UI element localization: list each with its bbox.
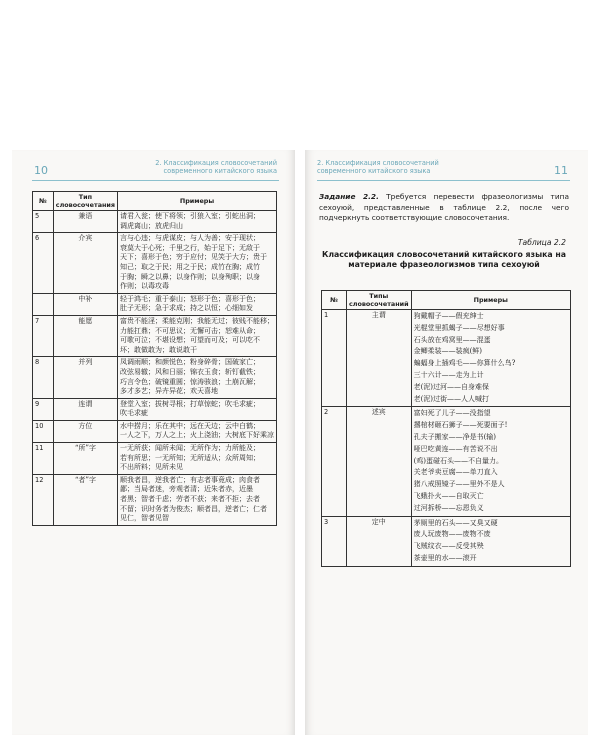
- example-line: 富贵不能淫；柔能克刚；我能无过；彼贱不能移；: [120, 316, 274, 325]
- row-type: 述宾: [347, 407, 412, 516]
- table-row: [33, 443, 277, 475]
- example-line: 轻于鸿毛；重于泰山；怒形于色；喜形于色；: [120, 294, 260, 303]
- row-number: 9: [33, 398, 54, 420]
- example-line: 可歌可泣；不堪设想；可望而可及；可以吃不: [120, 336, 260, 345]
- table-row: [33, 357, 277, 398]
- table-row: [322, 310, 571, 407]
- row-examples: [118, 357, 277, 398]
- row-type: 主谓: [347, 310, 412, 407]
- row-examples: [118, 398, 277, 420]
- table-row: [33, 474, 277, 525]
- example-line: 力能扛鼎；不可思议；无懈可击；恕难从命；: [120, 326, 260, 335]
- header-type: Типы словосочетаний: [347, 291, 412, 310]
- example-line: 水中捞月；乐在其中；远在天边；云中白鹤；: [120, 421, 260, 430]
- example-line: 一无所获；闻所未闻；无所作为；力所能及；: [120, 444, 260, 453]
- row-examples: [411, 310, 570, 407]
- row-examples: [118, 233, 277, 294]
- example-line: 老(泥)过街——人人喊打: [413, 394, 490, 403]
- example-line: 金鲫柔装——装疯(鲜): [413, 347, 483, 356]
- example-line: 石头放在鸡窝里——混蛋: [413, 335, 491, 344]
- example-line: 废人玩废物——废物不废: [413, 530, 491, 539]
- example-line: 巧言令色；破镜重圆；惊涛骇浪；土崩瓦解；: [120, 377, 260, 386]
- example-line: 知己；取之于民；用之于民；成竹在胸；成竹: [120, 262, 260, 271]
- table-row: [33, 233, 277, 294]
- task-label: Задание 2.2.: [319, 192, 379, 201]
- row-type: 连谓: [53, 398, 117, 420]
- page-number: 11: [554, 164, 568, 177]
- row-number: 3: [322, 516, 347, 566]
- task-text: Требуется перевести фразеологизмы типа сехоуюй, представленные в таблице 2.2, после чего подчеркнуть соответствующие словосочетания.: [319, 192, 569, 223]
- row-type: 中补: [53, 293, 117, 315]
- row-type: “所”字: [53, 443, 117, 475]
- example-line: 登堂入室；拔树寻根；打草惊蛇；吹毛求疵；: [120, 399, 260, 408]
- row-type: 并列: [53, 357, 117, 398]
- example-line: 鄙；当局者迷，旁观者清；近朱者赤，近墨: [120, 485, 253, 494]
- row-number: 6: [33, 233, 54, 294]
- example-line: 衰莫大于心死；千里之行，始于足下；无敌于: [120, 243, 260, 252]
- row-number: 8: [33, 357, 54, 398]
- header-rule: [32, 180, 279, 181]
- example-line: 茅厕里的石头——又臭又硬: [413, 518, 498, 527]
- example-line: 调虎离山；放虎归山: [120, 221, 183, 230]
- right-page: [305, 150, 588, 735]
- row-type: 介宾: [53, 233, 117, 294]
- row-number: 11: [33, 443, 54, 475]
- example-line: 飞贼纹衣——反受其殃: [413, 542, 484, 551]
- row-type: 能愿: [53, 315, 117, 356]
- header-rule: [317, 180, 570, 181]
- example-line: 见仁，智者见智: [120, 514, 169, 523]
- row-examples: [411, 407, 570, 516]
- left-page: [12, 150, 295, 735]
- row-number: [33, 293, 54, 315]
- row-number: 7: [33, 315, 54, 356]
- example-line: 若有所思；一无所知；无所适从；众所周知；: [120, 453, 260, 462]
- example-line: 光棍堂里抓蝎子——尽想好事: [413, 323, 505, 332]
- example-line: 飞蛾扑火——自取灭亡: [413, 491, 484, 500]
- example-line: 一人之下，万人之上；火上浇油；大树底下好乘凉: [120, 431, 274, 440]
- table-row: [322, 516, 571, 566]
- table-header-row: [322, 291, 571, 310]
- example-line: 孔夫子搬家——净是书(输): [413, 432, 497, 441]
- example-line: 肚子无形；急于求成；持之以恒；心细如发: [120, 304, 253, 313]
- example-line: 于胸；瞬之以鼻；以身作则；以身殉职；以身: [120, 272, 260, 281]
- header-type: Тип словосочетания: [53, 192, 117, 211]
- row-type: “者”字: [53, 474, 117, 525]
- sehouyu-table: [321, 290, 571, 567]
- row-type: 兼语: [53, 211, 117, 233]
- example-line: 三十六计——走为上计: [413, 370, 484, 379]
- example-line: 顺我者昌，逆我者亡；有志者事竟成；肉食者: [120, 475, 260, 484]
- table-row: [322, 407, 571, 516]
- example-line: 过河拆桥——忘恩负义: [413, 503, 484, 512]
- example-line: 狗戴帽子——假充绅士: [413, 312, 484, 320]
- header-number: №: [322, 291, 347, 310]
- example-line: 哑巴吃黄连——有苦说不出: [413, 444, 498, 453]
- row-number: 1: [322, 310, 347, 407]
- row-number: 5: [33, 211, 54, 233]
- example-line: 坏；敢做敢为；敢说敢干: [120, 345, 197, 354]
- example-line: 多才多艺；异卉异花；欢天喜地: [120, 387, 218, 396]
- example-line: 言与心违；与虎谋皮；与人为善；安于现状；: [120, 234, 260, 243]
- example-line: 富妇死了儿子——没指望: [413, 409, 491, 418]
- row-type: 方位: [53, 420, 117, 442]
- running-header: 2. Классификация словосочетаний современного китайского языка: [317, 159, 439, 175]
- row-examples: [118, 293, 277, 315]
- table-row: [33, 211, 277, 233]
- table-title: Классификация словосочетаний китайского языка на материале фразеологизмов типа сехоуюй: [321, 250, 567, 269]
- running-header: 2. Классификация словосочетаний современного китайского языка: [155, 159, 277, 175]
- example-line: 改弦易辙；风和日丽；锦衣玉食；斩钉截铁；: [120, 367, 260, 376]
- page-number: 10: [34, 164, 48, 177]
- row-examples: [118, 315, 277, 356]
- example-line: 不出所料；见所未见: [120, 463, 183, 472]
- example-line: 不留；识时务者为俊杰；顺者昌，逆者亡；仁者: [120, 504, 267, 513]
- row-examples: [118, 420, 277, 442]
- header-examples: Примеры: [411, 291, 570, 310]
- task-paragraph: [319, 192, 569, 224]
- row-examples: [118, 474, 277, 525]
- table-number: Таблица 2.2: [517, 238, 566, 247]
- example-line: 蝙蝠身上插鸡毛——你算什么鸟?: [413, 359, 516, 368]
- row-number: 2: [322, 407, 347, 516]
- classification-table: [32, 191, 277, 526]
- row-examples: [411, 516, 570, 566]
- example-line: 者黑；智者千虑；劳者不获；来者不拒；去者: [120, 495, 260, 504]
- example-line: (鸡)蛋碰石头——不自量力。: [413, 456, 504, 465]
- example-line: 请君入瓮；使下将领；引狼入室；引蛇出洞；: [120, 212, 260, 220]
- example-line: 老(泥)过河——自身难保: [413, 382, 490, 391]
- table-header-row: [33, 192, 277, 211]
- example-line: 作则；以毒攻毒: [120, 282, 169, 291]
- header-examples: Примеры: [118, 192, 277, 211]
- row-number: 12: [33, 474, 54, 525]
- header-number: №: [33, 192, 54, 211]
- row-number: 10: [33, 420, 54, 442]
- example-line: 吹毛求疵: [120, 409, 148, 418]
- table-row: [33, 420, 277, 442]
- table-row: [33, 293, 277, 315]
- example-line: 凤调雨顺；和颜悦色；粉身碎骨；国破家亡；: [120, 358, 260, 367]
- example-line: 撂棺材砸石狮子——死要面子!: [413, 421, 508, 430]
- example-line: 茶壶里的水——滚开: [413, 553, 477, 562]
- example-line: 关老爷卖豆腐——单刀直入: [413, 468, 498, 477]
- row-type: 定中: [347, 516, 412, 566]
- row-examples: [118, 443, 277, 475]
- table-row: [33, 398, 277, 420]
- example-line: 猪八戒照镜子——里外不是人: [413, 480, 505, 489]
- table-row: [33, 315, 277, 356]
- row-examples: [118, 211, 277, 233]
- example-line: 天下；喜形于色；穷于应付；见笑于大方；贵于: [120, 253, 267, 262]
